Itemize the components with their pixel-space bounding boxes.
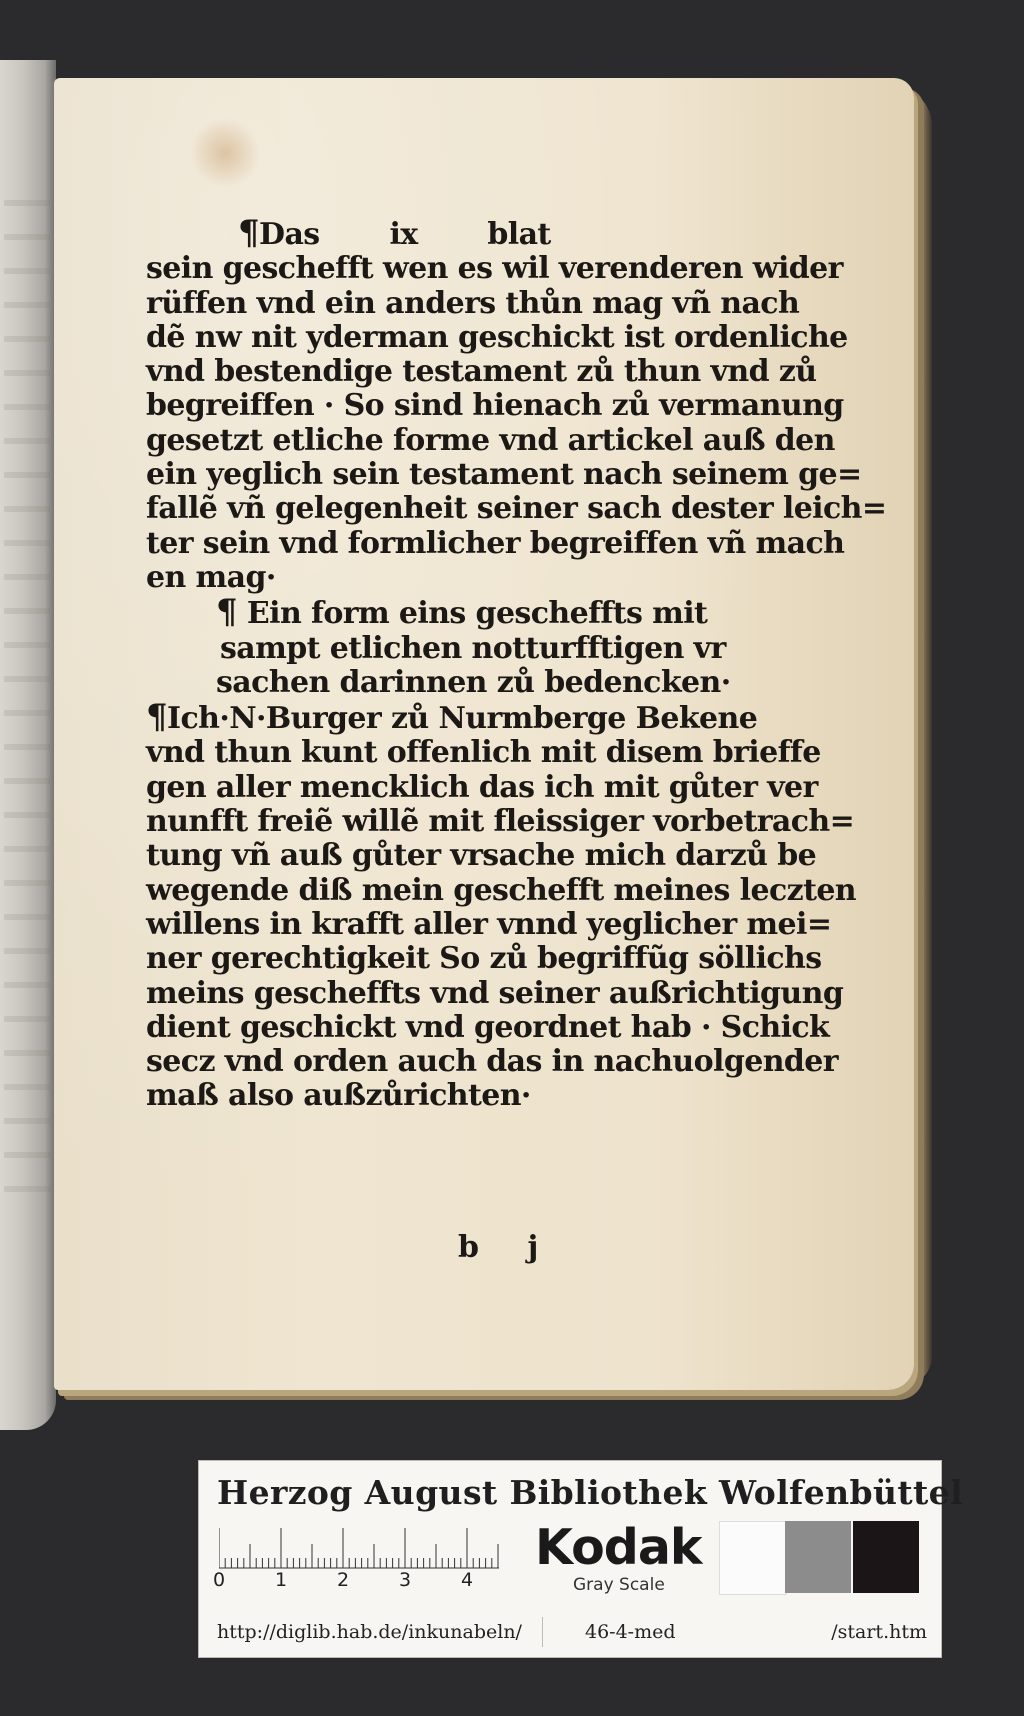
footer-divider (542, 1617, 543, 1647)
section-heading-line: sampt etlichen notturfftigen vr (220, 630, 726, 666)
ruler-labels (213, 1569, 533, 1593)
pilcrow-mark: ¶ (146, 697, 168, 738)
shelf-code: 46-4-med (585, 1621, 676, 1643)
text-line: fallẽ vñ gelegenheit seiner sach dester leich= (146, 491, 887, 527)
body-line (146, 697, 816, 738)
body-line: vnd thun kunt offenlich mit disem brieffe (146, 735, 821, 771)
body-line: ner gerechtigkeit So zů begriffũg söllichs (146, 941, 822, 977)
body-line: secz vnd orden auch das in nachuolgender (146, 1044, 838, 1080)
running-head (146, 213, 816, 253)
gray-patch (785, 1521, 851, 1593)
black-patch (853, 1521, 919, 1593)
book-page (54, 78, 914, 1390)
body-line: meins gescheffts vnd seiner außrichtigung (146, 975, 844, 1011)
kodak-logo: Kodak (535, 1519, 702, 1576)
pilcrow-mark: ¶ (238, 213, 260, 253)
running-head-word: ix (389, 217, 418, 252)
text-line: en mag· (146, 559, 276, 595)
body-line: willens in krafft aller vnnd yeglicher mei= (146, 906, 832, 942)
body-line-text: Ich·N·Burger zů Nurmberge Bekene (167, 701, 758, 737)
body-line: maß also außzůrichten· (146, 1078, 531, 1114)
color-target-card (198, 1460, 964, 1658)
card-footer (217, 1617, 927, 1649)
body-line: gen aller mencklich das ich mit gůter ver (146, 769, 818, 805)
text-line: ein yeglich sein testament nach seinem ge= (146, 457, 862, 493)
text-line: gesetzt etliche forme vnd artickel auß den (146, 422, 835, 458)
text-line: vnd bestendige testament zů thun vnd zů (146, 354, 817, 390)
body-line: nunfft freiẽ willẽ mit fleissiger vorbetrach= (146, 804, 855, 840)
ruler-ticks (219, 1525, 519, 1569)
running-head-word: Das (259, 217, 320, 252)
left-glass-plate (0, 60, 56, 1430)
white-patch (719, 1521, 787, 1595)
section-heading-line: sachen darinnen zů bedencken· (216, 664, 731, 700)
bleed-through-text (4, 200, 50, 1200)
ruler-label: 3 (399, 1569, 412, 1591)
running-head-word: blat (487, 217, 551, 252)
text-line: dẽ nw nit yderman geschickt ist ordenliche (146, 319, 848, 355)
signature-mark (458, 1230, 598, 1265)
text-line: sein geschefft wen es wil verenderen wider (146, 251, 843, 287)
body-line: dient geschickt vnd geordnet hab · Schick (146, 1009, 830, 1045)
signature-letter: b (458, 1230, 479, 1265)
library-name: Herzog August Bibliothek Wolfenbüttel (217, 1473, 964, 1512)
section-heading-text: Ein form eins gescheffts mit (246, 596, 708, 632)
start-path: /start.htm (831, 1621, 927, 1643)
library-url: http://diglib.hab.de/inkunabeln/ (217, 1621, 522, 1643)
body-line: wegende diß mein geschefft meines leczten (146, 872, 857, 908)
section-heading-line (146, 592, 816, 633)
ruler-label: 0 (213, 1569, 226, 1591)
pilcrow-mark: ¶ (216, 592, 238, 633)
gray-scale-label: Gray Scale (573, 1575, 665, 1595)
page-text (146, 213, 887, 1114)
ruler-label: 4 (461, 1569, 474, 1591)
text-line: begreiffen · So sind hienach zů vermanung (146, 388, 844, 424)
ruler-label: 1 (275, 1569, 288, 1591)
ruler-label: 2 (337, 1569, 350, 1591)
signature-letter: j (527, 1230, 539, 1265)
paper-stain (190, 118, 260, 188)
text-line: rüffen vnd ein anders thůn mag vñ nach (146, 285, 800, 321)
body-line: tung vñ auß gůter vrsache mich darzů be (146, 838, 817, 874)
text-line: ter sein vnd formlicher begreiffen vñ mach (146, 525, 845, 561)
